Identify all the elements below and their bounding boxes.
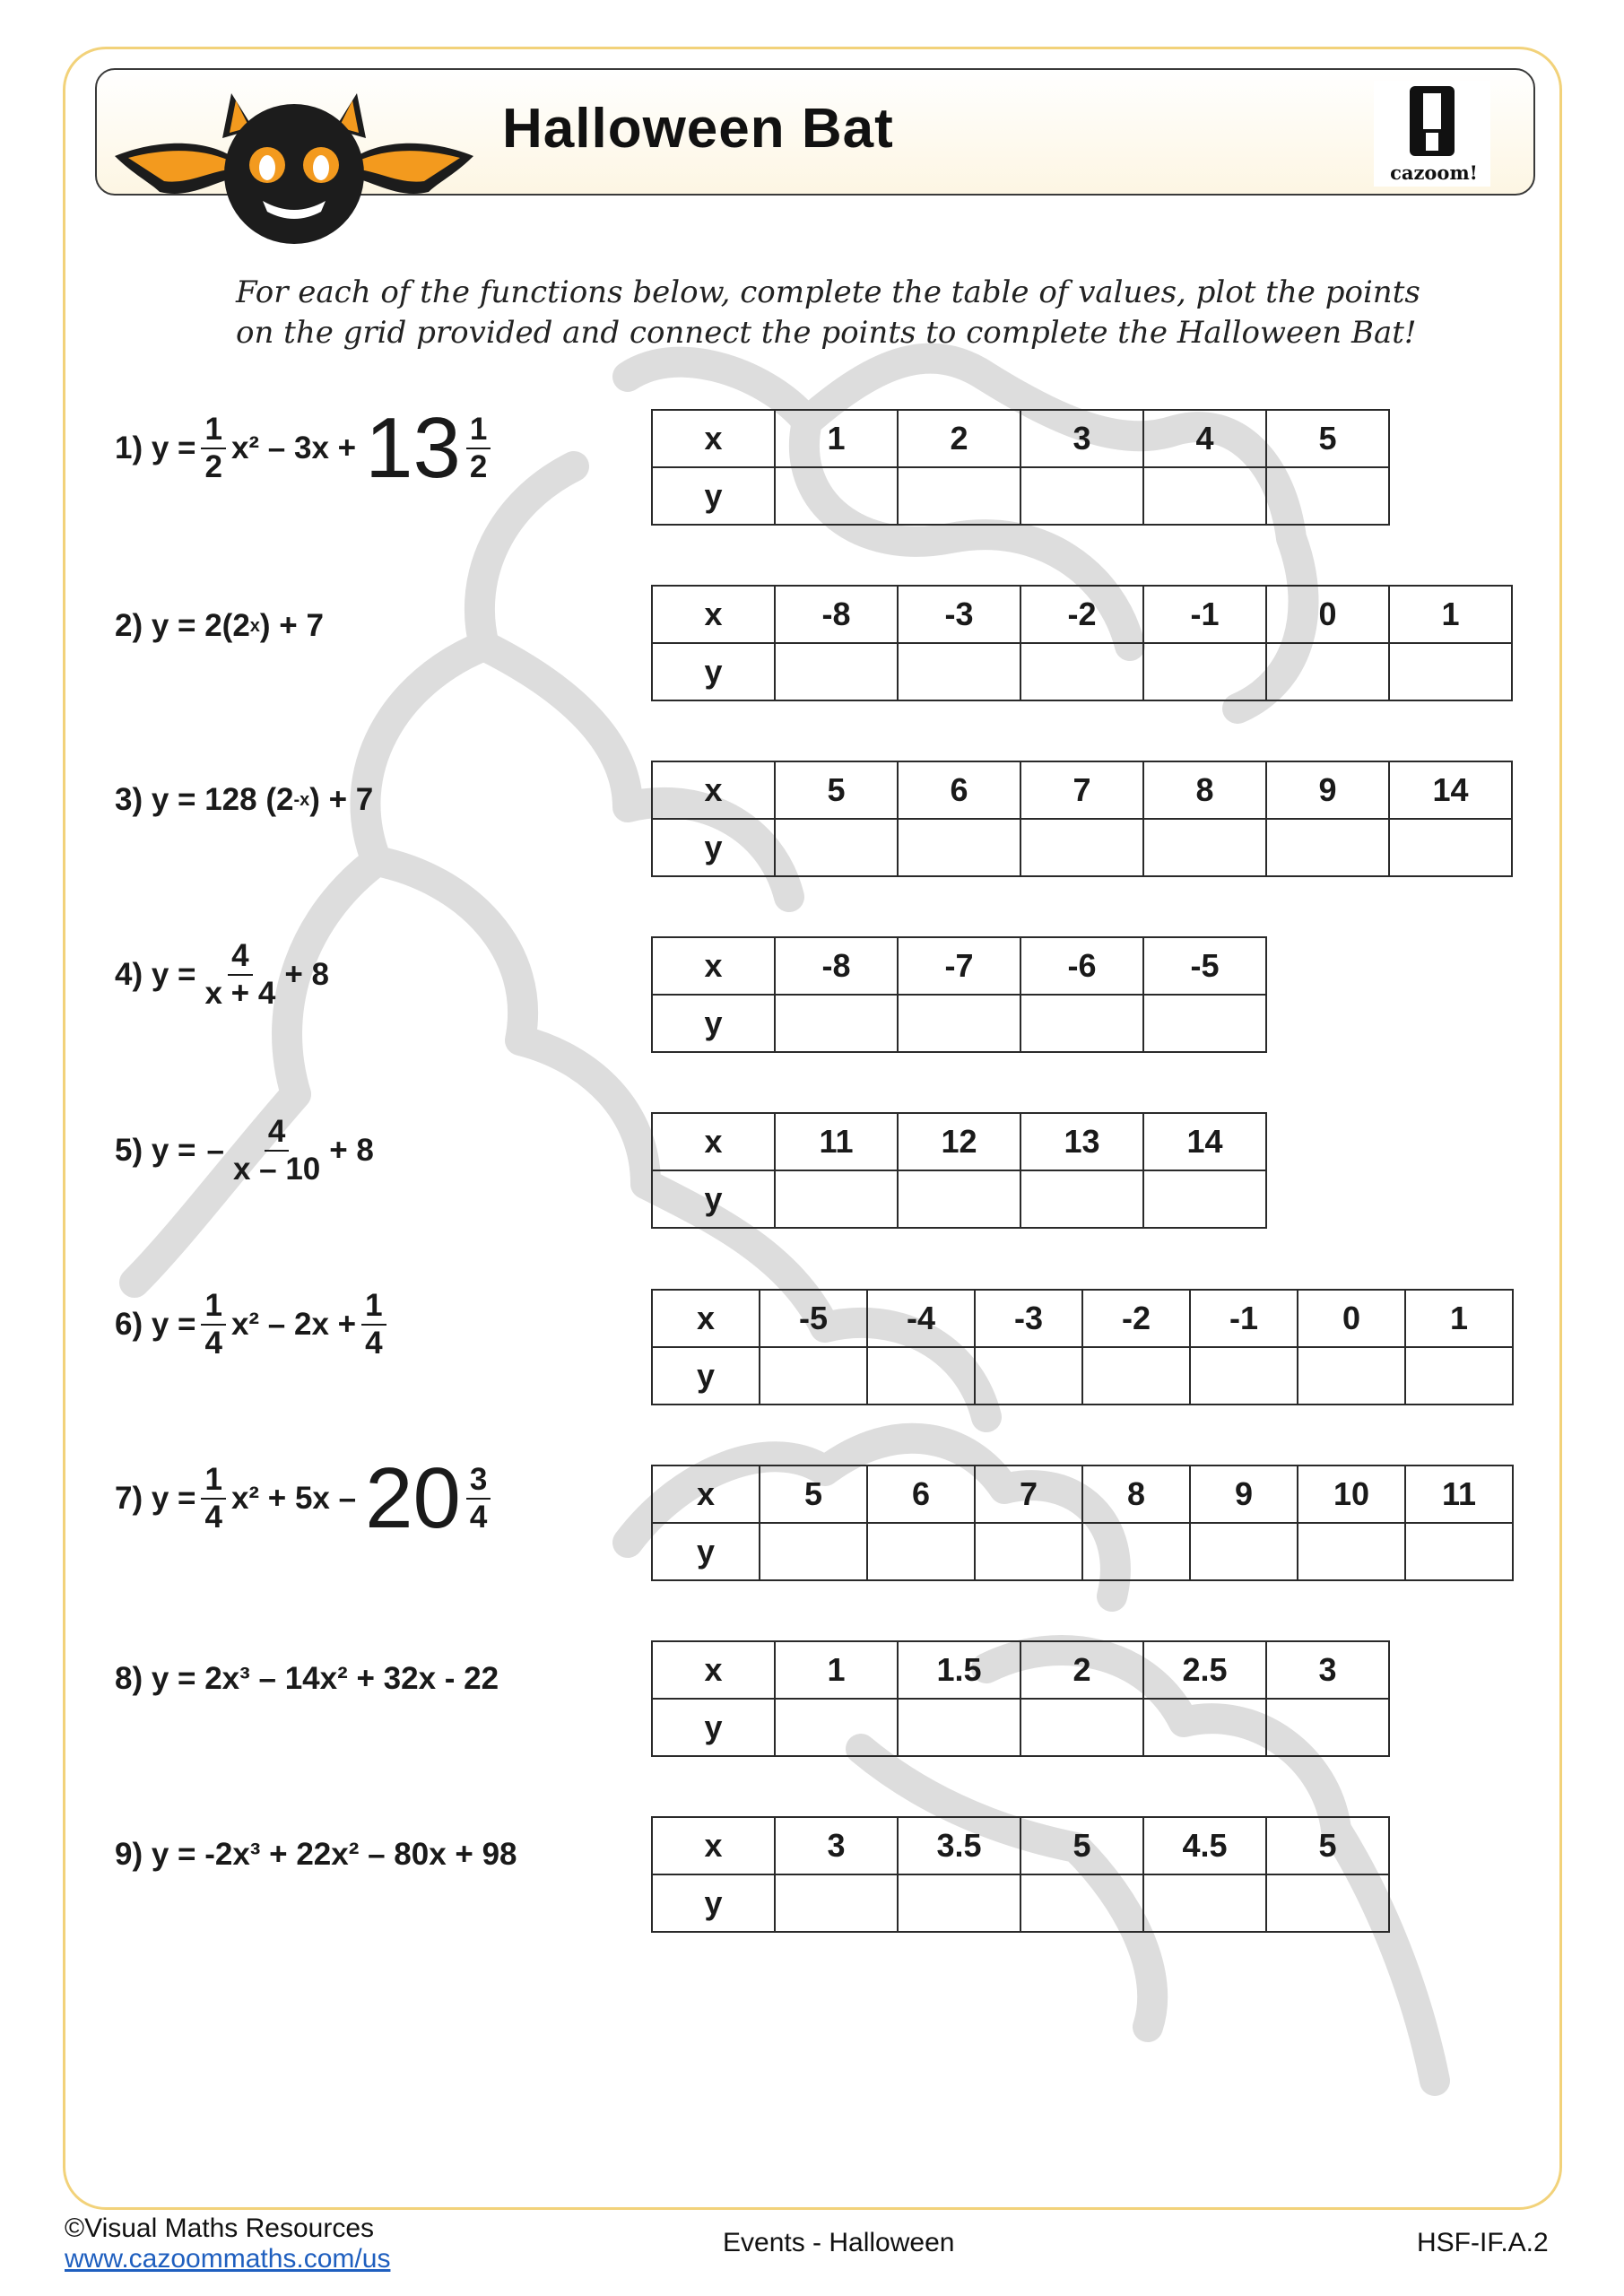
value-table-9 [651,1816,1390,1933]
worksheet-title: Halloween Bat [502,98,894,160]
cazoom-logo-text: cazoom! [1390,161,1478,184]
y-answer-cell[interactable] [1389,819,1512,876]
x-value-cell: 14 [1143,1113,1266,1170]
x-value-cell: 4.5 [1143,1817,1266,1874]
x-value-cell: 5 [1266,410,1389,467]
y-answer-cell[interactable] [1020,1170,1143,1228]
x-value-cell: 5 [1020,1817,1143,1874]
x-value-cell: -6 [1020,937,1143,995]
y-answer-cell[interactable] [1143,1874,1266,1932]
x-value-cell: -5 [760,1290,867,1347]
y-answer-cell[interactable] [775,643,898,700]
x-value-cell: 0 [1266,586,1389,643]
y-row-header: y [652,1699,775,1756]
x-value-cell: 1 [1405,1290,1513,1347]
x-value-cell: -8 [775,586,898,643]
y-answer-cell[interactable] [1405,1347,1513,1405]
y-row-header: y [652,1347,760,1405]
x-value-cell: -4 [867,1290,975,1347]
x-value-cell: 3 [1020,410,1143,467]
y-answer-cell[interactable] [775,995,898,1052]
x-value-cell: 5 [760,1465,867,1523]
y-answer-cell[interactable] [1266,467,1389,525]
equation-1: 1) y = $\frac{1}{2}$ x² – 3x + 13 $\frac{1}{2}$ [115,408,496,489]
y-row [652,995,1266,1052]
x-value-cell: 9 [1190,1465,1298,1523]
x-row [652,937,1266,995]
y-answer-cell[interactable] [1298,1523,1405,1580]
x-row-header: x [652,1465,760,1523]
y-answer-cell[interactable] [1143,1699,1266,1756]
x-row-header: x [652,761,775,819]
x-value-cell: 9 [1266,761,1389,819]
y-answer-cell[interactable] [1020,467,1143,525]
y-answer-cell[interactable] [1082,1523,1190,1580]
y-row-header: y [652,819,775,876]
value-table-4 [651,936,1267,1053]
y-answer-cell[interactable] [1020,995,1143,1052]
equation-2: 2) y = 2(2 x ) + 7 [115,608,324,643]
x-value-cell: -1 [1190,1290,1298,1347]
y-answer-cell[interactable] [1020,1699,1143,1756]
footer-standard: HSF-IF.A.2 [1417,2228,1549,2257]
x-row [652,586,1512,643]
x-value-cell: 13 [1020,1113,1143,1170]
y-row [652,1699,1389,1756]
footer-credits [65,2213,390,2274]
x-value-cell: -5 [1143,937,1266,995]
y-row-header: y [652,995,775,1052]
value-table-5 [651,1112,1267,1229]
x-value-cell: 8 [1082,1465,1190,1523]
cazoom-logo-icon [1374,81,1490,161]
x-value-cell: -3 [898,586,1020,643]
x-value-cell: 8 [1143,761,1266,819]
y-answer-cell[interactable] [1266,643,1389,700]
y-answer-cell[interactable] [760,1523,867,1580]
x-row-header: x [652,1290,760,1347]
equation-6: 6) y = $\frac{1}{4}$ x² – 2x + $\frac{1}{4}$ [115,1288,392,1361]
y-row [652,1523,1513,1580]
value-table-2 [651,585,1513,701]
equation-7: 7) y = $\frac{1}{4}$ x² + 5x – 20 $\frac{3}{4}$ [115,1458,496,1539]
y-answer-cell[interactable] [775,467,898,525]
y-row [652,467,1389,525]
x-row [652,761,1512,819]
y-answer-cell[interactable] [975,1523,1082,1580]
x-value-cell: 12 [898,1113,1020,1170]
x-value-cell: 1 [775,1641,898,1699]
y-row [652,1874,1389,1932]
y-answer-cell[interactable] [867,1347,975,1405]
x-value-cell: 3 [1266,1641,1389,1699]
y-row [652,1170,1266,1228]
value-table-3 [651,761,1513,877]
x-value-cell: 11 [1405,1465,1513,1523]
y-answer-cell[interactable] [1020,643,1143,700]
y-answer-cell[interactable] [1082,1347,1190,1405]
y-answer-cell[interactable] [1298,1347,1405,1405]
y-answer-cell[interactable] [1020,819,1143,876]
y-row-header: y [652,1523,760,1580]
y-answer-cell[interactable] [1143,467,1266,525]
x-value-cell: 1 [1389,586,1512,643]
x-value-cell: 2 [1020,1641,1143,1699]
x-value-cell: 3 [775,1817,898,1874]
x-value-cell: -1 [1143,586,1266,643]
x-value-cell: 1 [775,410,898,467]
value-table-1 [651,409,1390,526]
y-answer-cell[interactable] [1143,995,1266,1052]
y-answer-cell[interactable] [1020,1874,1143,1932]
footer-topic: Events - Halloween [723,2228,955,2257]
y-answer-cell[interactable] [1389,643,1512,700]
equation-8: 8) y = 2x³ – 14x² + 32x - 22 [115,1661,499,1696]
y-answer-cell[interactable] [775,1170,898,1228]
y-answer-cell[interactable] [1143,1170,1266,1228]
x-value-cell: -7 [898,937,1020,995]
y-answer-cell[interactable] [1190,1347,1298,1405]
x-value-cell: 2.5 [1143,1641,1266,1699]
y-row-header: y [652,1170,775,1228]
y-answer-cell[interactable] [1190,1523,1298,1580]
x-value-cell: -8 [775,937,898,995]
x-row [652,410,1389,467]
x-row-header: x [652,1817,775,1874]
y-answer-cell[interactable] [1143,819,1266,876]
value-table-8 [651,1640,1390,1757]
y-answer-cell[interactable] [1266,1874,1389,1932]
y-answer-cell[interactable] [898,819,1020,876]
x-row-header: x [652,1113,775,1170]
y-answer-cell[interactable] [775,819,898,876]
y-row-header: y [652,467,775,525]
y-row [652,819,1512,876]
x-row [652,1641,1389,1699]
y-answer-cell[interactable] [867,1523,975,1580]
x-row-header: x [652,1641,775,1699]
y-answer-cell[interactable] [1266,1699,1389,1756]
x-value-cell: 1.5 [898,1641,1020,1699]
equation-5: 5) y = – $\frac{4}{x - 10}$ + 8 [115,1114,374,1187]
value-table-6 [651,1289,1514,1405]
x-row-header: x [652,410,775,467]
x-value-cell: 6 [898,761,1020,819]
y-answer-cell[interactable] [898,643,1020,700]
x-value-cell: 2 [898,410,1020,467]
y-answer-cell[interactable] [1266,819,1389,876]
y-answer-cell[interactable] [1143,643,1266,700]
y-row [652,1347,1513,1405]
y-answer-cell[interactable] [760,1347,867,1405]
x-row [652,1113,1266,1170]
x-value-cell: 10 [1298,1465,1405,1523]
instructions: For each of the functions below, complete the table of values, plot the points on the grid provided and connect the points to complete the Halloween Bat! [236,274,1420,351]
footer-website-link[interactable]: www.cazoommaths.com/us [65,2244,391,2274]
y-answer-cell[interactable] [898,995,1020,1052]
footer-copyright: ©Visual Maths Resources [65,2213,375,2243]
y-answer-cell[interactable] [1405,1523,1513,1580]
x-value-cell: 5 [775,761,898,819]
x-value-cell: 3.5 [898,1817,1020,1874]
y-row-header: y [652,1874,775,1932]
x-value-cell: 4 [1143,410,1266,467]
x-row-header: x [652,937,775,995]
x-value-cell: -3 [975,1290,1082,1347]
y-answer-cell[interactable] [898,1874,1020,1932]
value-table-7 [651,1465,1514,1581]
x-value-cell: 6 [867,1465,975,1523]
y-answer-cell[interactable] [775,1874,898,1932]
x-row [652,1465,1513,1523]
x-value-cell: 0 [1298,1290,1405,1347]
y-answer-cell[interactable] [898,1699,1020,1756]
y-answer-cell[interactable] [898,467,1020,525]
x-value-cell: -2 [1082,1290,1190,1347]
y-answer-cell[interactable] [975,1347,1082,1405]
x-row-header: x [652,586,775,643]
equation-3: 3) y = 128 (2 -x ) + 7 [115,782,374,817]
y-answer-cell[interactable] [775,1699,898,1756]
equation-9: 9) y = -2x³ + 22x² – 80x + 98 [115,1837,517,1872]
equation-4: 4) y = $\frac{4}{x + 4}$ + 8 [115,938,329,1011]
y-row [652,643,1512,700]
x-value-cell: 14 [1389,761,1512,819]
x-value-cell: 7 [1020,761,1143,819]
bat-mascot-icon [106,75,482,255]
y-row-header: y [652,643,775,700]
x-row [652,1290,1513,1347]
y-answer-cell[interactable] [898,1170,1020,1228]
x-value-cell: 11 [775,1113,898,1170]
x-row [652,1817,1389,1874]
x-value-cell: 5 [1266,1817,1389,1874]
x-value-cell: 7 [975,1465,1082,1523]
x-value-cell: -2 [1020,586,1143,643]
